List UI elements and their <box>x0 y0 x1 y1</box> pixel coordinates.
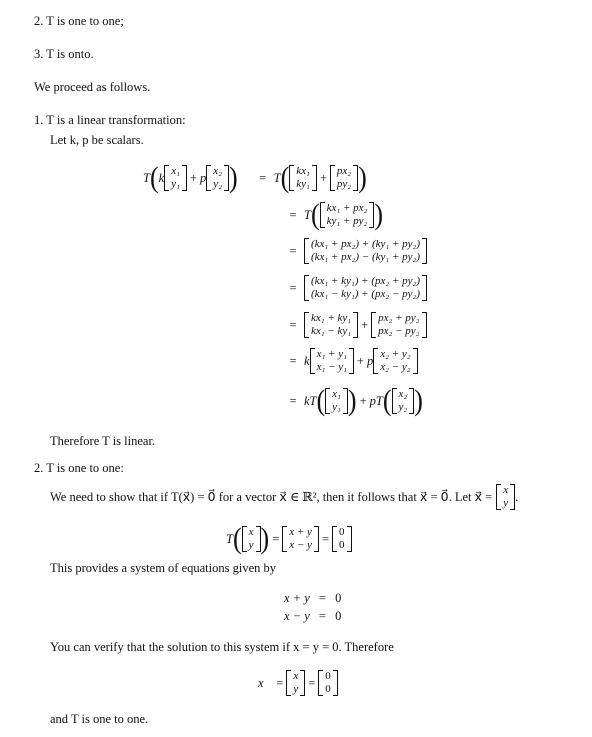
vec-entry: ky₁ <box>296 178 310 190</box>
vec-entry: y <box>248 539 254 551</box>
derivation-row: = kx₁ + ky₁ kx₁ − ky₁ + px₂ + py₂ px₂ − py₂ <box>282 308 427 342</box>
image-equation: T ( x y ) = x + y x − y = 0 0 <box>226 520 352 558</box>
need-to-show: We need to show that if T(x⃗) = 0⃗ for a vector x⃗ ∈ ℝ², then it follows that x⃗ = 0⃗. Let x⃗ = x y . <box>50 484 519 509</box>
system-lhs: x − y <box>284 609 310 623</box>
let-scalars: Let k, p be scalars. <box>50 133 144 147</box>
vec-entry: (kx₁ + ky₁) + (px₂ + py₂) <box>311 275 421 287</box>
vector <box>206 165 229 191</box>
vec-entry: x <box>293 670 299 682</box>
x-vector-symbol: x⃗ <box>258 675 274 690</box>
vec-entry: x₂ − y₂ <box>380 361 411 373</box>
vector <box>304 312 358 338</box>
vec-entry: px₂ + py₂ <box>378 312 420 324</box>
vec-entry: y₁ <box>332 401 341 413</box>
scalar-k: k <box>158 170 165 185</box>
vector <box>392 388 415 414</box>
vec-entry: y₂ <box>398 401 408 413</box>
item-number: 2. <box>34 461 44 475</box>
vec-entry: x₁ <box>332 388 341 400</box>
T-symbol: T <box>273 170 281 185</box>
zero-vector <box>332 526 352 552</box>
vec-entry: kx₁ + px₂ <box>326 202 368 214</box>
vec-entry: px₂ <box>336 165 352 177</box>
T-symbol: T <box>304 207 311 222</box>
vec-entry: x <box>503 484 509 496</box>
vector <box>304 275 427 301</box>
vec-entry: 0 <box>339 526 345 538</box>
vector <box>373 348 417 374</box>
vec-entry: kx₁ <box>296 165 310 177</box>
vec-entry: x <box>248 526 254 538</box>
derivation-row: = kT ( x₁ y₁ ) + pT ( x₂ y₂ ) <box>282 381 423 421</box>
list-number: 2. <box>34 14 44 28</box>
therefore-linear: Therefore T is linear. <box>50 434 156 448</box>
vec-entry: px₂ − py₂ <box>378 325 420 337</box>
kT-symbol: kT <box>304 393 317 408</box>
system-lhs: x + y <box>284 591 310 605</box>
vec-entry: x₂ <box>398 388 408 400</box>
vec-entry: x + y <box>289 526 312 538</box>
vec-entry: x₁ + y₁ <box>316 348 347 360</box>
conclusion-text: and T is one to one. <box>50 712 149 726</box>
vector <box>310 348 354 374</box>
T-symbol: T <box>143 170 150 185</box>
vector <box>286 670 305 696</box>
vec-entry: kx₁ − ky₁ <box>311 325 352 337</box>
vec-entry: y₂ <box>213 178 222 190</box>
vec-entry: x₁ <box>171 165 180 177</box>
vec-entry: kx₁ + ky₁ <box>311 312 352 324</box>
equals-sign: = <box>289 243 297 258</box>
vector <box>330 165 358 191</box>
equals-sign: = <box>289 317 297 332</box>
list-number: 3. <box>34 47 44 61</box>
vec-entry: y <box>503 497 509 509</box>
zero-vector <box>318 670 338 696</box>
vec-entry: (kx₁ + px₂) − (ky₁ + py₂) <box>311 251 421 263</box>
vector <box>496 484 515 510</box>
pT-symbol: pT <box>369 393 383 408</box>
scalar-p: p <box>199 170 207 185</box>
vec-entry: y <box>293 683 299 695</box>
vec-entry: py₂ <box>336 178 352 190</box>
equals-sign: = <box>289 353 297 368</box>
system-rhs: 0 <box>335 591 342 605</box>
vector <box>289 165 317 191</box>
item-heading-text: T is one to one: <box>46 461 124 475</box>
vec-entry: x − y <box>289 539 312 551</box>
vector <box>371 312 426 338</box>
vec-entry: x₂ + y₂ <box>380 348 411 360</box>
vec-entry: (kx₁ + px₂) + (ky₁ + py₂) <box>311 238 421 250</box>
system-rhs: 0 <box>335 609 342 623</box>
system-equation: x + y = 0 <box>284 591 342 605</box>
T-symbol: T <box>226 531 233 546</box>
vector <box>325 388 348 414</box>
derivation-row: = k x₁ + y₁ x₁ − y₁ + p x₂ + y₂ x₂ − y₂ <box>282 344 418 378</box>
vec-entry: 0 <box>339 539 345 551</box>
list-text: T is one to one; <box>46 14 124 28</box>
scalar-k: k <box>304 353 310 368</box>
list-item-3 <box>34 47 94 62</box>
provides-text: This provides a system of equations given by <box>50 561 277 575</box>
list-text: T is onto. <box>46 47 94 61</box>
item1-heading <box>34 113 186 128</box>
proceed-text: We proceed as follows. <box>34 80 151 94</box>
derivation-lhs: T ( k x₁ y₁ + p x₂ y₂ ) = T ( kx₁ ky₁ + px₂ py₂ ) <box>143 160 367 195</box>
equals-sign: = <box>289 280 297 295</box>
vec-entry: (kx₁ − ky₁) + (px₂ − py₂) <box>311 288 421 300</box>
equals-sign: = <box>289 207 297 222</box>
derivation-row <box>282 271 427 305</box>
paren-open: ( <box>149 160 159 195</box>
verify-text: You can verify that the solution to this system if x = y = 0. Therefore <box>50 640 394 654</box>
equals-sign: = <box>259 170 267 185</box>
derivation-row: = T ( kx₁ + px₂ ky₁ + py₂ ) <box>282 198 383 232</box>
item-heading-text: T is a linear transformation: <box>46 113 186 127</box>
system-equation: x − y = 0 <box>284 609 342 623</box>
vector <box>242 526 261 552</box>
vec-entry: x₂ <box>213 165 222 177</box>
vector <box>304 238 427 264</box>
item-number: 1. <box>34 113 44 127</box>
paren-close: ) <box>228 160 238 195</box>
vector <box>164 165 187 191</box>
solution-equation: x⃗ = x y = 0 0 <box>258 665 338 701</box>
vec-entry: y₁ <box>171 178 180 190</box>
need-to-show-text: We need to show that if T(x⃗) = 0⃗ for a vector x⃗ ∈ ℝ², then it follows that x⃗ = 0⃗. Let x⃗ = <box>50 490 493 504</box>
vector <box>282 526 319 552</box>
derivation-row <box>282 234 427 268</box>
vec-entry: 0 <box>325 683 331 695</box>
vec-entry: ky₁ + py₂ <box>326 215 368 227</box>
list-item-2 <box>34 14 124 29</box>
item2-heading <box>34 461 124 476</box>
vector <box>320 202 375 228</box>
scalar-p: p <box>366 353 374 368</box>
vec-entry: 0 <box>325 670 331 682</box>
equals-sign: = <box>289 393 297 408</box>
vec-entry: x₁ − y₁ <box>316 361 347 373</box>
